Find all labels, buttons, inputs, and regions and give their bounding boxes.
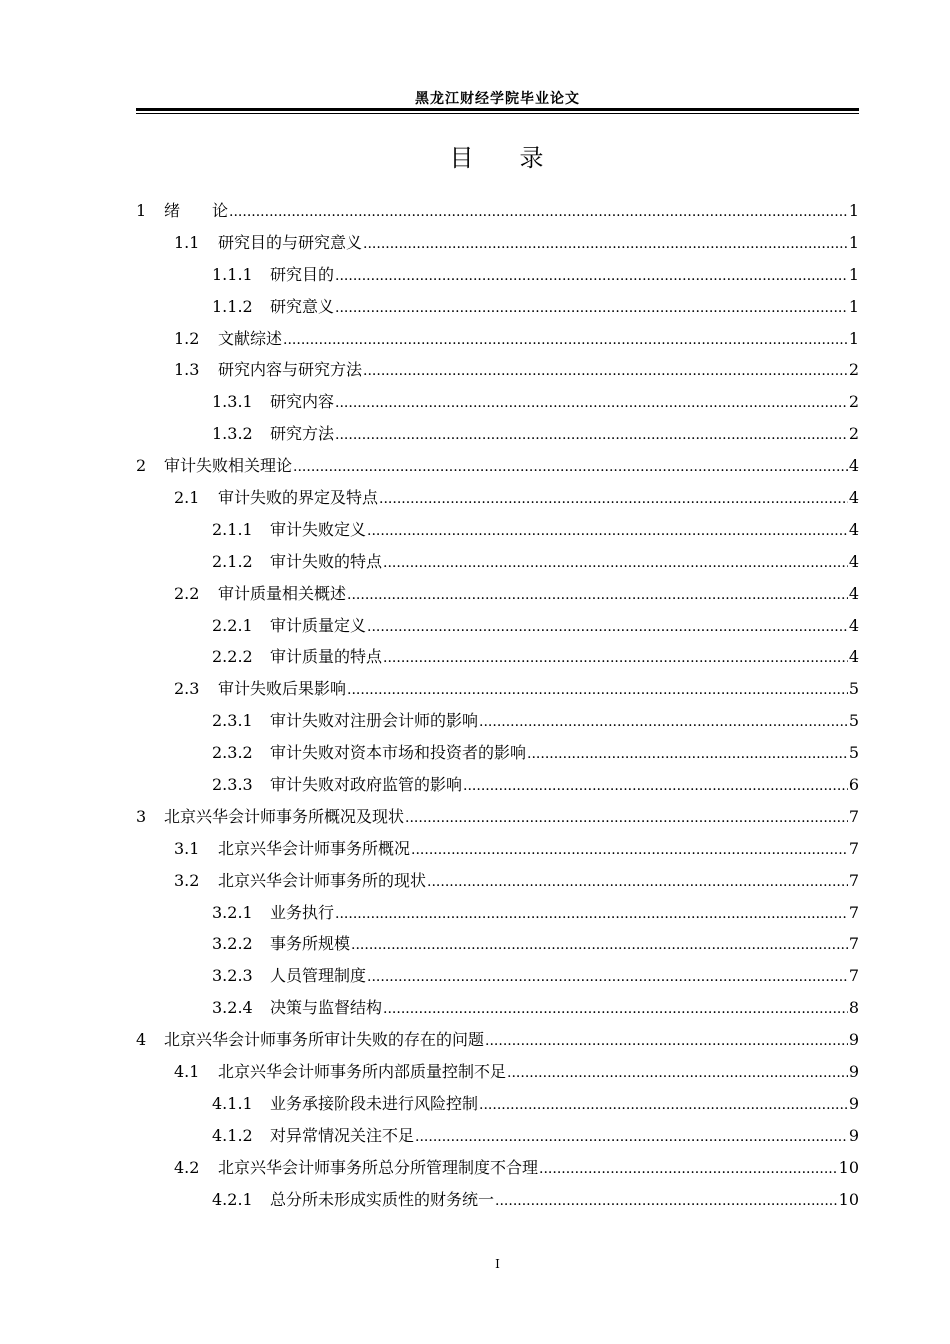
toc-entry[interactable] bbox=[136, 772, 859, 804]
toc-entry-page: 4 bbox=[848, 551, 859, 571]
toc-entry-page: 8 bbox=[848, 998, 859, 1018]
toc-entry-page: 9 bbox=[848, 1030, 859, 1050]
toc-entry[interactable] bbox=[136, 1155, 859, 1187]
toc-entry-title: 研究内容 bbox=[270, 392, 335, 412]
toc-entry-title: 对异常情况关注不足 bbox=[270, 1125, 415, 1145]
toc-entry[interactable] bbox=[136, 1123, 859, 1155]
toc-entry-number: 2.1.2 bbox=[212, 551, 253, 571]
toc-entry-title: 事务所规模 bbox=[270, 934, 351, 954]
toc-entry-number: 4 bbox=[136, 1030, 147, 1050]
toc-entry-page: 6 bbox=[848, 775, 859, 795]
toc-entry-title: 人员管理制度 bbox=[270, 966, 367, 986]
toc-entry-number: 1.2 bbox=[174, 328, 200, 348]
toc-dot-leader bbox=[347, 682, 848, 698]
toc-entry[interactable] bbox=[136, 836, 859, 868]
toc-entry-number: 2.1.1 bbox=[212, 519, 253, 539]
toc-entry-number: 2.2.1 bbox=[212, 615, 253, 635]
toc-entry-title: 文献综述 bbox=[218, 328, 283, 348]
toc-entry[interactable] bbox=[136, 931, 859, 963]
toc-entry-number: 3.2.2 bbox=[212, 934, 253, 954]
toc-entry[interactable] bbox=[136, 900, 859, 932]
toc-entry-number: 3.2.4 bbox=[212, 998, 253, 1018]
toc-title bbox=[136, 138, 859, 173]
toc-entry-page: 4 bbox=[848, 583, 859, 603]
toc-entry-number: 3.2.1 bbox=[212, 902, 253, 922]
toc-dot-leader bbox=[347, 587, 848, 603]
toc-entry[interactable] bbox=[136, 644, 859, 676]
toc-entry-number: 2 bbox=[136, 456, 147, 476]
toc-dot-leader bbox=[383, 555, 848, 571]
toc-entry-number: 2.3.1 bbox=[212, 711, 253, 731]
toc-entry[interactable] bbox=[136, 326, 859, 358]
toc-entry-page: 2 bbox=[848, 360, 859, 380]
toc-title-right: 录 bbox=[519, 144, 546, 172]
toc-entry-number: 3.2.3 bbox=[212, 966, 253, 986]
toc-entry-title: 业务承接阶段未进行风险控制 bbox=[270, 1093, 479, 1113]
page-number: I bbox=[495, 1257, 500, 1271]
toc-entry-page: 7 bbox=[848, 838, 859, 858]
toc-entry-title: 审计失败相关理论 bbox=[164, 456, 293, 476]
toc-entry[interactable] bbox=[136, 613, 859, 645]
toc-entry-page: 2 bbox=[848, 424, 859, 444]
toc-entry-page: 5 bbox=[848, 743, 859, 763]
toc-entry-title: 北京兴华会计师事务所的现状 bbox=[218, 870, 427, 890]
toc-entry[interactable] bbox=[136, 485, 859, 517]
toc-entry-number: 1.3 bbox=[174, 360, 200, 380]
toc-entry-title: 研究目的 bbox=[270, 264, 335, 284]
toc-dot-leader bbox=[229, 204, 848, 220]
toc-dot-leader bbox=[351, 937, 848, 953]
toc-entry-number: 2.3.2 bbox=[212, 743, 253, 763]
page-header: 黑龙江财经学院毕业论文 bbox=[415, 91, 580, 107]
toc-entry-page: 2 bbox=[848, 392, 859, 412]
toc-entry-title: 审计失败后果影响 bbox=[218, 679, 347, 699]
toc-entry-title: 审计失败对政府监管的影响 bbox=[270, 775, 463, 795]
toc-entry[interactable] bbox=[136, 995, 859, 1027]
header-rule-thick bbox=[136, 108, 859, 111]
toc-dot-leader bbox=[363, 236, 848, 252]
toc-entry[interactable] bbox=[136, 581, 859, 613]
toc-dot-leader bbox=[507, 1065, 848, 1081]
toc-dot-leader bbox=[363, 363, 848, 379]
toc-entry-number: 4.1 bbox=[174, 1062, 200, 1082]
toc-entry-title: 研究目的与研究意义 bbox=[218, 232, 363, 252]
toc-dot-leader bbox=[411, 842, 848, 858]
toc-entry-title: 决策与监督结构 bbox=[270, 998, 383, 1018]
toc-entry-title: 研究内容与研究方法 bbox=[218, 360, 363, 380]
toc-entry[interactable] bbox=[136, 804, 859, 836]
toc-entry-title: 研究方法 bbox=[270, 424, 335, 444]
toc-entry-page: 1 bbox=[848, 296, 859, 316]
toc-dot-leader bbox=[383, 650, 848, 666]
toc-entry-title: 研究意义 bbox=[270, 296, 335, 316]
toc-entry-page: 1 bbox=[848, 232, 859, 252]
toc-entry[interactable] bbox=[136, 1091, 859, 1123]
toc-entry-title: 北京兴华会计师事务所内部质量控制不足 bbox=[218, 1062, 507, 1082]
toc-entry-number: 4.1.1 bbox=[212, 1093, 253, 1113]
toc-entry-number: 1.1.2 bbox=[212, 296, 253, 316]
toc-entry-title: 总分所未形成实质性的财务统一 bbox=[270, 1189, 495, 1209]
toc-entry[interactable] bbox=[136, 294, 859, 326]
toc-entry-title: 审计质量的特点 bbox=[270, 647, 383, 667]
toc-title-left: 目 bbox=[449, 144, 476, 172]
toc-dot-leader bbox=[283, 332, 848, 348]
toc-entry-number: 1 bbox=[136, 201, 147, 220]
toc-entry-title: 北京兴华会计师事务所概况 bbox=[218, 838, 411, 858]
toc-entry[interactable] bbox=[136, 1059, 859, 1091]
toc-dot-leader bbox=[527, 746, 848, 762]
toc-entry-page: 9 bbox=[848, 1062, 859, 1082]
toc-entry[interactable] bbox=[136, 676, 859, 708]
header-rule-thin bbox=[136, 113, 859, 114]
toc-entry-number: 2.3.3 bbox=[212, 775, 253, 795]
toc-entry[interactable] bbox=[136, 421, 859, 453]
toc-dot-leader bbox=[485, 1033, 848, 1049]
toc-dot-leader bbox=[383, 1001, 848, 1017]
toc-entry-page: 1 bbox=[848, 201, 859, 220]
toc-entry-page: 1 bbox=[848, 264, 859, 284]
toc-entry[interactable] bbox=[136, 740, 859, 772]
toc-entry-page: 9 bbox=[848, 1125, 859, 1145]
toc-entry[interactable] bbox=[136, 453, 859, 485]
toc-entry-page: 7 bbox=[848, 902, 859, 922]
toc-dot-leader bbox=[335, 300, 848, 316]
toc-entry[interactable] bbox=[136, 198, 859, 230]
toc-dot-leader bbox=[495, 1193, 838, 1209]
toc-dot-leader bbox=[427, 874, 848, 890]
toc-dot-leader bbox=[335, 395, 848, 411]
toc-entry-number: 2.2.2 bbox=[212, 647, 253, 667]
toc-entry-number: 2.3 bbox=[174, 679, 200, 699]
toc-entry-title: 业务执行 bbox=[270, 902, 335, 922]
toc-entry[interactable] bbox=[136, 357, 859, 389]
toc-entry-title: 审计失败对注册会计师的影响 bbox=[270, 711, 479, 731]
toc-entry-page: 4 bbox=[848, 519, 859, 539]
toc-entry-page: 10 bbox=[838, 1157, 859, 1177]
toc-entry[interactable] bbox=[136, 1187, 859, 1219]
toc-dot-leader bbox=[539, 1161, 838, 1177]
toc-entry-number: 4.2 bbox=[174, 1157, 200, 1177]
toc-dot-leader bbox=[335, 427, 848, 443]
toc-dot-leader bbox=[335, 906, 848, 922]
toc-entry-number: 1.1 bbox=[174, 232, 200, 252]
toc-entry-number: 1.3.1 bbox=[212, 392, 253, 412]
toc-list bbox=[136, 198, 859, 1219]
toc-entry-title: 审计失败的特点 bbox=[270, 551, 383, 571]
toc-entry[interactable] bbox=[136, 1027, 859, 1059]
toc-entry-title: 审计失败的界定及特点 bbox=[218, 488, 379, 508]
toc-entry-page: 7 bbox=[848, 934, 859, 954]
toc-entry[interactable] bbox=[136, 549, 859, 581]
toc-dot-leader bbox=[463, 778, 848, 794]
toc-entry-page: 10 bbox=[838, 1189, 859, 1209]
toc-entry-page: 1 bbox=[848, 328, 859, 348]
toc-dot-leader bbox=[479, 714, 848, 730]
toc-entry-page: 9 bbox=[848, 1093, 859, 1113]
toc-entry-title: 北京兴华会计师事务所概况及现状 bbox=[164, 806, 405, 826]
toc-entry-page: 7 bbox=[848, 806, 859, 826]
toc-entry[interactable] bbox=[136, 389, 859, 421]
toc-entry-page: 7 bbox=[848, 966, 859, 986]
toc-entry-title: 审计失败对资本市场和投资者的影响 bbox=[270, 743, 527, 763]
toc-dot-leader bbox=[367, 523, 848, 539]
toc-entry[interactable] bbox=[136, 708, 859, 740]
toc-entry-number: 4.1.2 bbox=[212, 1125, 253, 1145]
toc-dot-leader bbox=[367, 619, 848, 635]
toc-entry-number: 4.2.1 bbox=[212, 1189, 253, 1209]
toc-entry-page: 4 bbox=[848, 488, 859, 508]
toc-entry-page: 4 bbox=[848, 615, 859, 635]
toc-entry-title: 绪 论 bbox=[164, 201, 229, 220]
toc-entry[interactable] bbox=[136, 963, 859, 995]
toc-entry[interactable] bbox=[136, 868, 859, 900]
toc-dot-leader bbox=[335, 268, 848, 284]
toc-dot-leader bbox=[367, 969, 848, 985]
toc-entry-page: 7 bbox=[848, 870, 859, 890]
toc-entry-number: 3 bbox=[136, 806, 147, 826]
toc-entry-title: 审计质量相关概述 bbox=[218, 583, 347, 603]
toc-dot-leader bbox=[415, 1129, 848, 1145]
toc-entry-number: 1.1.1 bbox=[212, 264, 253, 284]
toc-entry-number: 2.2 bbox=[174, 583, 200, 603]
toc-entry-page: 4 bbox=[848, 456, 859, 476]
toc-entry[interactable] bbox=[136, 262, 859, 294]
toc-entry-title: 审计质量定义 bbox=[270, 615, 367, 635]
toc-entry-title: 北京兴华会计师事务所总分所管理制度不合理 bbox=[218, 1157, 539, 1177]
toc-entry-number: 2.1 bbox=[174, 488, 200, 508]
toc-entry-number: 1.3.2 bbox=[212, 424, 253, 444]
toc-entry-number: 3.1 bbox=[174, 838, 200, 858]
toc-entry-page: 5 bbox=[848, 679, 859, 699]
toc-dot-leader bbox=[405, 810, 848, 826]
toc-entry-title: 审计失败定义 bbox=[270, 519, 367, 539]
toc-entry-page: 4 bbox=[848, 647, 859, 667]
toc-entry[interactable] bbox=[136, 230, 859, 262]
toc-entry-page: 5 bbox=[848, 711, 859, 731]
toc-dot-leader bbox=[293, 459, 848, 475]
toc-dot-leader bbox=[379, 491, 848, 507]
toc-entry[interactable] bbox=[136, 517, 859, 549]
toc-dot-leader bbox=[479, 1097, 848, 1113]
toc-entry-title: 北京兴华会计师事务所审计失败的存在的问题 bbox=[164, 1030, 485, 1050]
toc-entry-number: 3.2 bbox=[174, 870, 200, 890]
